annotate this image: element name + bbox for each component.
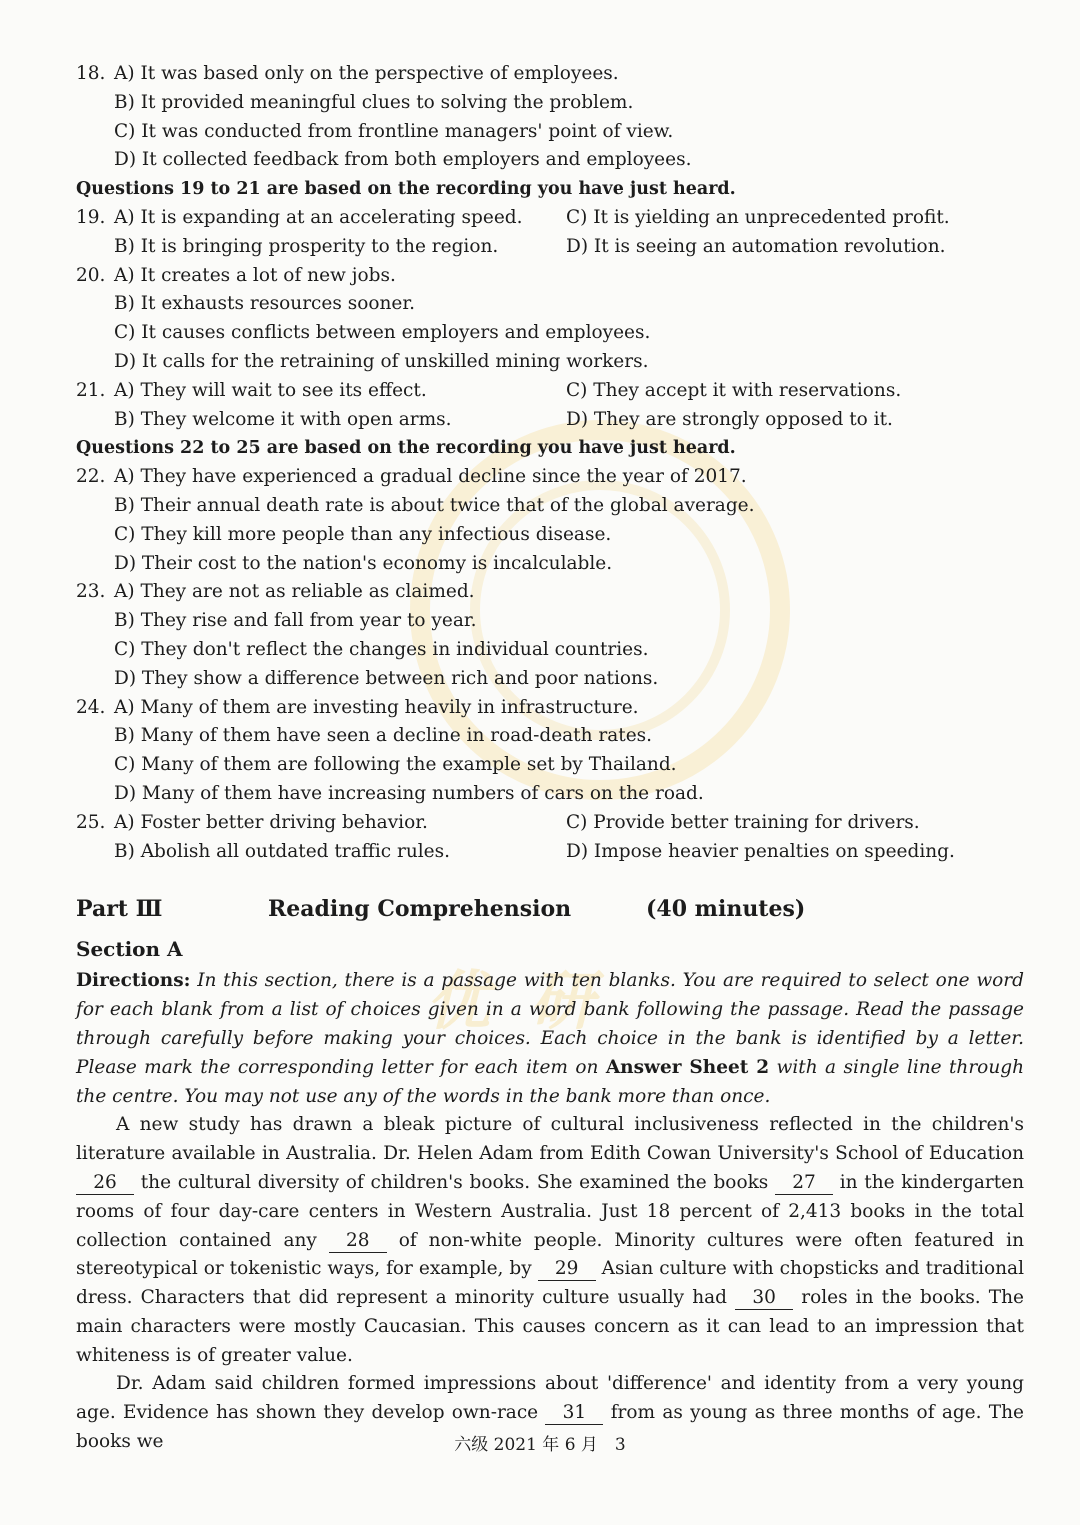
- option-c: C) Many of them are following the example set by Thailand.: [114, 754, 677, 776]
- blank-27[interactable]: 27: [775, 1172, 833, 1195]
- passage-text: Asian culture with chopsticks and traditional dress. Characters that did represent a minority culture usually had: [76, 1258, 1024, 1309]
- passage-text: A new study has drawn a bleak picture of cultural inclusiveness reflected in the children's literature available in Australia. Dr. Helen Adam from Edith Cowan University's School of Education: [76, 1114, 1024, 1165]
- exam-page: [76, 60, 1024, 1457]
- question-23: [76, 578, 1024, 693]
- question-number: 25.: [76, 811, 106, 833]
- option-a: A) They have experienced a gradual decline since the year of 2017.: [114, 466, 747, 488]
- question-21: [76, 377, 1024, 435]
- option-c: C) It is yielding an unprecedented profit.: [566, 206, 950, 228]
- question-number: 21.: [76, 379, 106, 401]
- option-b: B) It exhausts resources sooner.: [114, 293, 416, 315]
- option-c: C) They accept it with reservations.: [566, 379, 902, 401]
- option-c: C) They don't reflect the changes in individual countries.: [114, 638, 649, 660]
- option-d: D) They show a difference between rich and poor nations.: [114, 667, 659, 689]
- question-18: [76, 60, 1024, 175]
- blank-30[interactable]: 30: [735, 1287, 793, 1310]
- option-d: D) They are strongly opposed to it.: [566, 408, 893, 430]
- option-b: B) Many of them have seen a decline in road-death rates.: [114, 725, 653, 747]
- passage-text: of non-white people. Minority cultures were often featured in stereotypical or tokenistic ways, for example, by: [76, 1229, 1024, 1280]
- option-d: D) Many of them have increasing numbers of cars on the road.: [114, 782, 704, 804]
- question-20: [76, 262, 1024, 377]
- option-b: B) It provided meaningful clues to solving the problem.: [114, 91, 634, 113]
- blank-26[interactable]: 26: [76, 1172, 134, 1195]
- option-a: A) It is expanding at an accelerating speed.: [114, 206, 523, 228]
- blank-29[interactable]: 29: [538, 1258, 596, 1281]
- option-d: D) It collected feedback from both employers and employees.: [114, 149, 692, 171]
- watermark-text: 优研: [426, 965, 634, 1039]
- question-19: [76, 204, 1024, 262]
- option-a: A) Foster better driving behavior.: [114, 811, 428, 833]
- option-a: A) They will wait to see its effect.: [114, 379, 427, 401]
- blank-31[interactable]: 31: [545, 1402, 603, 1425]
- option-b: B) They rise and fall from year to year.: [114, 610, 477, 632]
- passage-paragraph-1: [76, 1111, 1024, 1370]
- option-c: C) It causes conflicts between employers and employees.: [114, 322, 651, 344]
- question-24: [76, 694, 1024, 809]
- option-c: C) It was conducted from frontline managers' point of view.: [114, 120, 674, 142]
- passage-text: Dr. Adam said children formed impressions about 'difference' and identity from a very young age. Evidence has shown they develop own-race: [76, 1373, 1024, 1424]
- directions-text: In this section, there is a passage with ten blanks. You are required to select one word for each blank from a list of choices given in a word bank following the passage. Read the passage through carefully before making your choices. Each choice in the bank is identified by a letter. Please mark the corresponding letter for each item on: [76, 970, 1024, 1079]
- passage-text: the cultural diversity of children's books. She examined the books: [134, 1171, 776, 1193]
- option-a: A) They are not as reliable as claimed.: [114, 581, 475, 603]
- directions-label: Directions:: [76, 970, 191, 992]
- question-number: 22.: [76, 466, 106, 488]
- option-b: B) It is bringing prosperity to the region.: [114, 235, 499, 257]
- option-c: C) Provide better training for drivers.: [566, 811, 920, 833]
- passage-text: from as young as three months of age. The books we: [76, 1402, 1024, 1453]
- part-label: Part Ⅲ: [76, 896, 163, 923]
- option-b: B) Their annual death rate is about twice that of the global average.: [114, 494, 755, 516]
- question-number: 19.: [76, 206, 106, 228]
- answer-sheet-label: Answer Sheet 2: [605, 1057, 770, 1079]
- question-number: 20.: [76, 264, 106, 286]
- question-group-heading: Questions 19 to 21 are based on the recording you have just heard.: [76, 179, 736, 200]
- option-d: D) Their cost to the nation's economy is incalculable.: [114, 552, 613, 574]
- option-d: D) It calls for the retraining of unskilled mining workers.: [114, 350, 649, 372]
- part-header: [76, 896, 1024, 932]
- question-number: 18.: [76, 63, 106, 84]
- option-b: B) They welcome it with open arms.: [114, 408, 452, 430]
- page-footer: 六级 2021 年 6 月 3: [454, 1435, 626, 1455]
- option-b: B) Abolish all outdated traffic rules.: [114, 840, 450, 862]
- directions-text-end: with a single line through the centre. You may not use any of the words in the bank more than once.: [76, 1057, 1024, 1108]
- question-group-heading: Questions 22 to 25 are based on the recording you have just heard.: [76, 438, 736, 459]
- option-d: D) Impose heavier penalties on speeding.: [566, 840, 955, 862]
- part-title: Reading Comprehension: [268, 896, 572, 923]
- question-25: [76, 809, 1024, 867]
- blank-28[interactable]: 28: [329, 1230, 387, 1253]
- passage-text: roles in the books. The main characters were mostly Caucasian. This causes concern as it can lead to an impression that whiteness is of greater value.: [76, 1287, 1024, 1366]
- option-a: A) It creates a lot of new jobs.: [114, 264, 396, 286]
- option-a: A) Many of them are investing heavily in infrastructure.: [114, 696, 639, 718]
- passage-text: in the kindergarten rooms of four day-care centers in Western Australia. Just 18 percent of 2,413 books in the total collection contained any: [76, 1171, 1024, 1251]
- part-time: (40 minutes): [646, 896, 806, 923]
- question-number: 24.: [76, 696, 106, 718]
- option-a: A) It was based only on the perspective of employees.: [114, 63, 619, 84]
- question-22: [76, 463, 1024, 578]
- option-c: C) They kill more people than any infectious disease.: [114, 523, 612, 545]
- option-d: D) It is seeing an automation revolution.: [566, 235, 946, 257]
- section-title: Section A: [76, 937, 183, 962]
- directions: [76, 966, 1024, 1111]
- question-number: 23.: [76, 581, 106, 603]
